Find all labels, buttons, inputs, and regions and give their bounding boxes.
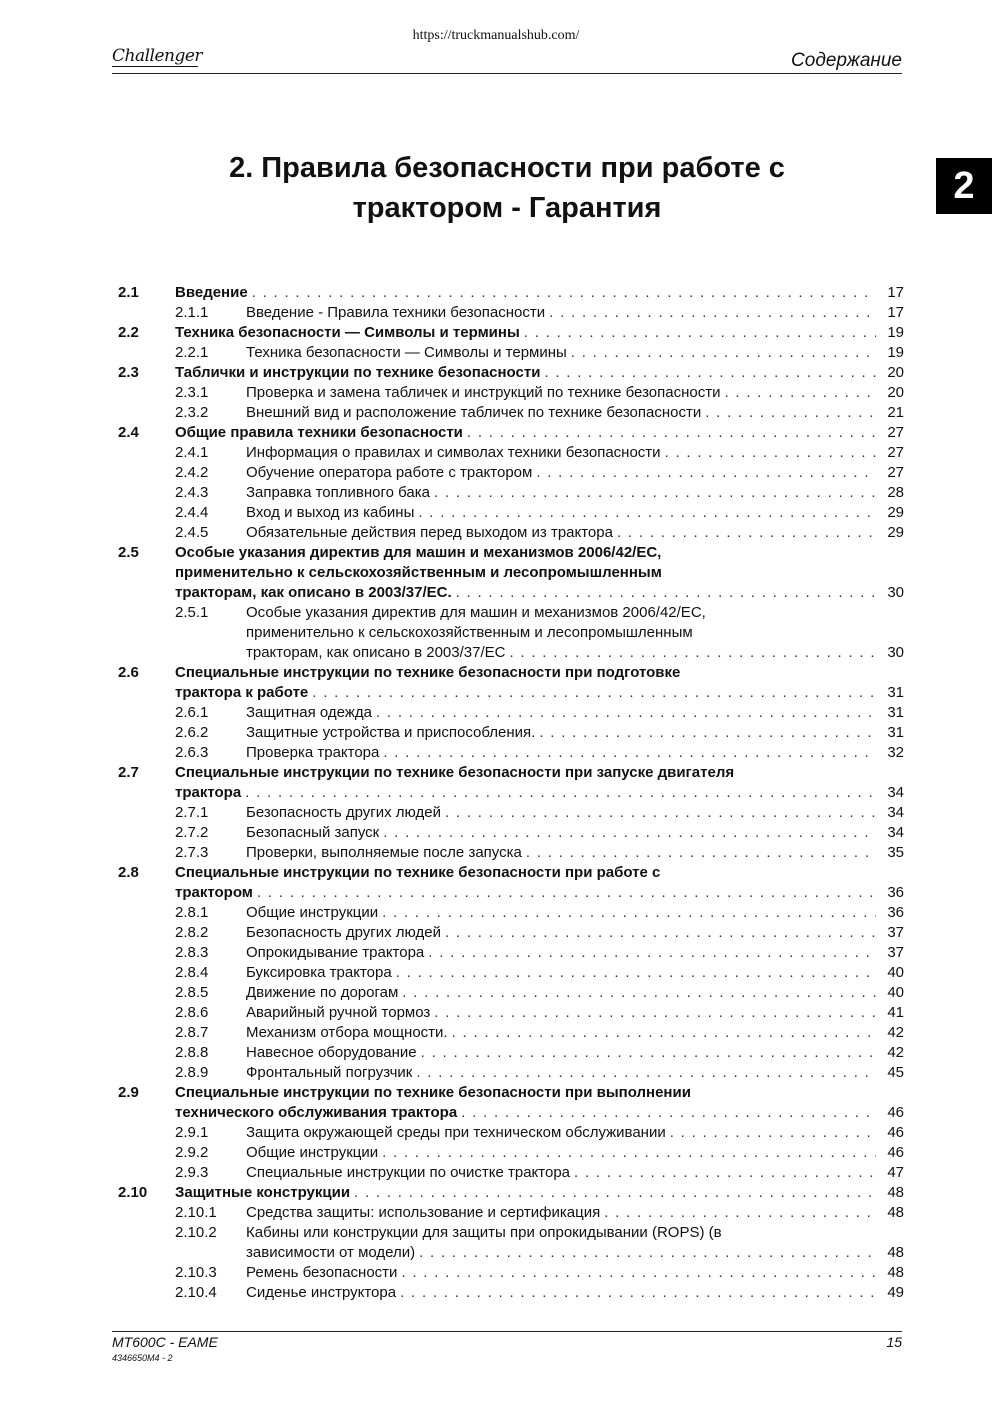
dot-leader [434, 483, 876, 503]
toc-entry-page: 46 [887, 1124, 904, 1141]
dot-leader [312, 683, 876, 703]
toc-entry-page: 36 [887, 884, 904, 901]
toc-entry[interactable] [118, 843, 904, 863]
toc-entry-page: 49 [887, 1284, 904, 1301]
toc-entry[interactable] [118, 543, 904, 563]
toc-entry-page: 31 [887, 724, 904, 741]
toc-entry-page: 31 [887, 684, 904, 701]
toc-entry-page: 40 [887, 964, 904, 981]
dot-leader [382, 1143, 876, 1163]
toc-entry-page: 34 [887, 784, 904, 801]
dot-leader [402, 983, 876, 1003]
toc-entry[interactable] [118, 503, 904, 523]
toc-entry-number: 2.9.3 [175, 1164, 209, 1181]
toc-entry-number: 2.8.4 [175, 964, 209, 981]
toc-entry-title: Защита окружающей среды при техническом обслуживании [246, 1124, 666, 1141]
dot-leader [571, 343, 876, 363]
toc-entry[interactable] [118, 583, 904, 603]
toc-entry-page: 27 [887, 464, 904, 481]
toc-entry[interactable] [118, 663, 904, 683]
toc-entry[interactable] [118, 643, 904, 663]
toc-entry-title: тракторам, как описано в 2003/37/EC. [175, 584, 452, 601]
dot-leader [452, 1023, 876, 1043]
toc-entry-title: Специальные инструкции по технике безопасности при работе с [175, 864, 661, 881]
toc-entry[interactable] [118, 1083, 904, 1103]
toc-entry[interactable] [118, 1243, 904, 1263]
toc-entry-title: Механизм отбора мощности. [246, 1024, 448, 1041]
toc-entry[interactable] [118, 1023, 904, 1043]
toc-entry[interactable] [118, 483, 904, 503]
toc-entry-number: 2.4.1 [175, 444, 209, 461]
toc-entry-number: 2.6.1 [175, 704, 209, 721]
toc-entry-title: Специальные инструкции по технике безопасности при запуске двигателя [175, 764, 735, 781]
toc-entry[interactable] [118, 1043, 904, 1063]
toc-entry[interactable] [118, 783, 904, 803]
toc-entry-page: 40 [887, 984, 904, 1001]
toc-entry[interactable] [118, 943, 904, 963]
toc-entry-page: 27 [887, 424, 904, 441]
toc-entry[interactable] [118, 1223, 904, 1243]
toc-entry-number: 2.2.1 [175, 344, 209, 361]
toc-entry-page: 27 [887, 444, 904, 461]
toc-entry-page: 41 [887, 1004, 904, 1021]
dot-leader [434, 1003, 876, 1023]
toc-entry[interactable] [118, 983, 904, 1003]
toc-entry-number: 2.6.3 [175, 744, 209, 761]
toc-entry[interactable] [118, 963, 904, 983]
toc-entry-title: Фронтальный погрузчик [246, 1064, 413, 1081]
toc-entry[interactable] [118, 383, 904, 403]
toc-entry-number: 2.8.6 [175, 1004, 209, 1021]
toc-entry-page: 37 [887, 944, 904, 961]
toc-entry-title: Информация о правилах и символах техники безопасности [246, 444, 661, 461]
toc-entry-title: применительно к сельскохозяйственным и лесопромышленным [175, 564, 662, 581]
toc-entry-number: 2.1.1 [175, 304, 209, 321]
toc-entry[interactable] [118, 523, 904, 543]
toc-entry-page: 47 [887, 1164, 904, 1181]
toc-entry[interactable] [118, 1103, 904, 1123]
toc-entry-title: Специальные инструкции по технике безопасности при выполнении [175, 1084, 691, 1101]
dot-leader [544, 363, 876, 383]
toc-entry-page: 29 [887, 524, 904, 541]
toc-entry-title: Безопасность других людей [246, 924, 441, 941]
dot-leader [705, 403, 876, 423]
footer-model: MT600C - EAME [112, 1334, 218, 1350]
toc-entry-title: Общие правила техники безопасности [175, 424, 463, 441]
table-of-contents [118, 283, 904, 1303]
toc-entry[interactable] [118, 463, 904, 483]
toc-entry[interactable] [118, 1123, 904, 1143]
toc-entry[interactable] [118, 743, 904, 763]
toc-entry[interactable] [118, 883, 904, 903]
dot-leader [724, 383, 876, 403]
toc-entry-title: Защитные конструкции [175, 1184, 351, 1201]
dot-leader [419, 1243, 876, 1263]
toc-entry-number: 2.1 [118, 284, 139, 301]
toc-entry-page: 17 [887, 304, 904, 321]
logo-underline [112, 66, 198, 67]
dot-leader [509, 643, 876, 663]
toc-entry-title: Навесное оборудование [246, 1044, 417, 1061]
toc-entry-title: Таблички и инструкции по технике безопасности [175, 364, 541, 381]
toc-entry-number: 2.8.1 [175, 904, 209, 921]
toc-entry[interactable] [118, 703, 904, 723]
toc-entry-page: 34 [887, 804, 904, 821]
toc-entry-number: 2.3.1 [175, 384, 209, 401]
toc-entry-page: 20 [887, 384, 904, 401]
toc-entry[interactable] [118, 363, 904, 383]
toc-entry-page: 37 [887, 924, 904, 941]
toc-entry[interactable] [118, 1003, 904, 1023]
toc-entry-page: 42 [887, 1024, 904, 1041]
toc-entry-title: Особые указания директив для машин и механизмов 2006/42/EC, [175, 544, 662, 561]
dot-leader [617, 523, 876, 543]
dot-leader [396, 963, 876, 983]
toc-entry-page: 31 [887, 704, 904, 721]
toc-entry-title: Техника безопасности — Символы и термины [175, 324, 520, 341]
toc-entry-title: Безопасный запуск [246, 824, 380, 841]
dot-leader [549, 303, 876, 323]
toc-entry-page: 19 [887, 324, 904, 341]
toc-entry-number: 2.4.5 [175, 524, 209, 541]
toc-entry-title: Внешний вид и расположение табличек по технике безопасности [246, 404, 702, 421]
dot-leader [383, 823, 876, 843]
toc-entry-title: зависимости от модели) [246, 1244, 416, 1261]
toc-entry-title: Особые указания директив для машин и механизмов 2006/42/EC, [246, 604, 706, 621]
toc-entry[interactable] [118, 823, 904, 843]
toc-entry-title: Общие инструкции [246, 904, 379, 921]
toc-entry-number: 2.8.8 [175, 1044, 209, 1061]
title-line-1: 2. Правила безопасности при работе с [229, 152, 785, 184]
toc-entry[interactable] [118, 903, 904, 923]
toc-entry[interactable] [118, 343, 904, 363]
toc-entry[interactable] [118, 1283, 904, 1303]
toc-entry-number: 2.2 [118, 324, 139, 341]
toc-entry-number: 2.8.2 [175, 924, 209, 941]
toc-entry-page: 48 [887, 1204, 904, 1221]
dot-leader [526, 843, 876, 863]
toc-entry-title: применительно к сельскохозяйственным и лесопромышленным [246, 624, 693, 641]
dot-leader [354, 1183, 876, 1203]
toc-entry-page: 20 [887, 364, 904, 381]
dot-leader [376, 703, 876, 723]
toc-entry-number: 2.4.3 [175, 484, 209, 501]
toc-entry[interactable] [118, 1183, 904, 1203]
chapter-tab: 2 [936, 158, 992, 214]
toc-entry-title: Защитные устройства и приспособления. [246, 724, 536, 741]
dot-leader [245, 783, 876, 803]
dot-leader [665, 443, 876, 463]
toc-entry-title: Обучение оператора работе с трактором [246, 464, 533, 481]
toc-entry-title: Вход и выход из кабины [246, 504, 415, 521]
toc-entry-number: 2.3.2 [175, 404, 209, 421]
toc-entry-page: 32 [887, 744, 904, 761]
toc-entry-title: Специальные инструкции по технике безопасности при подготовке [175, 664, 681, 681]
toc-entry[interactable] [118, 723, 904, 743]
toc-entry-title: тракторам, как описано в 2003/37/EC [246, 644, 506, 661]
toc-entry-title: Кабины или конструкции для защиты при опрокидывании (ROPS) (в [246, 1224, 722, 1241]
dot-leader [574, 1163, 876, 1183]
toc-entry-number: 2.5.1 [175, 604, 209, 621]
dot-leader [467, 423, 876, 443]
toc-entry-number: 2.4 [118, 424, 139, 441]
dot-leader [428, 943, 876, 963]
title-line-2: трактором - Гарантия [352, 192, 662, 224]
footer-doc-code: 4346650M4 - 2 [112, 1353, 173, 1363]
toc-entry-title: Техника безопасности — Символы и термины [246, 344, 567, 361]
dot-leader [445, 923, 876, 943]
toc-entry-page: 30 [887, 584, 904, 601]
dot-leader [670, 1123, 876, 1143]
toc-entry-title: Сиденье инструктора [246, 1284, 397, 1301]
toc-entry[interactable] [118, 1163, 904, 1183]
source-url: https://truckmanualshub.com/ [412, 28, 580, 43]
toc-entry-title: Ремень безопасности [246, 1264, 398, 1281]
toc-entry-page: 45 [887, 1064, 904, 1081]
toc-entry-title: трактором [175, 884, 253, 901]
toc-entry[interactable] [118, 683, 904, 703]
toc-entry-number: 2.8.9 [175, 1064, 209, 1081]
toc-entry-number: 2.5 [118, 544, 139, 561]
section-label: Содержание [791, 50, 902, 71]
footer-rule [112, 1331, 902, 1332]
toc-entry-title: Введение - Правила техники безопасности [246, 304, 546, 321]
toc-entry[interactable] [118, 603, 904, 623]
toc-entry-page: 21 [887, 404, 904, 421]
toc-entry[interactable] [118, 923, 904, 943]
toc-entry[interactable] [118, 1143, 904, 1163]
toc-entry[interactable] [118, 283, 904, 303]
page-title [112, 148, 902, 228]
toc-entry-page: 48 [887, 1244, 904, 1261]
toc-entry-title: Проверка и замена табличек и инструкций по технике безопасности [246, 384, 721, 401]
toc-entry-title: Общие инструкции [246, 1144, 379, 1161]
toc-entry[interactable] [118, 323, 904, 343]
toc-entry[interactable] [118, 863, 904, 883]
toc-entry-number: 2.6 [118, 664, 139, 681]
toc-entry-number: 2.9.2 [175, 1144, 209, 1161]
page-number: 15 [886, 1334, 902, 1350]
toc-entry-number: 2.10.2 [175, 1224, 217, 1241]
toc-entry-number: 2.7 [118, 764, 139, 781]
toc-entry-page: 30 [887, 644, 904, 661]
toc-entry-number: 2.10.4 [175, 1284, 217, 1301]
toc-entry-title: Проверки, выполняемые после запуска [246, 844, 522, 861]
challenger-logo: Challenger [112, 46, 203, 66]
toc-entry-title: Защитная одежда [246, 704, 372, 721]
toc-entry-number: 2.10 [118, 1184, 148, 1201]
toc-entry-title: Специальные инструкции по очистке трактора [246, 1164, 571, 1181]
toc-entry-number: 2.3 [118, 364, 139, 381]
toc-entry-title: трактора к работе [175, 684, 309, 701]
dot-leader [418, 503, 876, 523]
header-rule [112, 73, 902, 74]
dot-leader [257, 883, 876, 903]
dot-leader [524, 323, 876, 343]
toc-entry-title: технического обслуживания трактора [175, 1104, 458, 1121]
dot-leader [421, 1043, 876, 1063]
toc-entry-title: Аварийный ручной тормоз [246, 1004, 431, 1021]
dot-leader [456, 583, 876, 603]
toc-entry[interactable] [118, 423, 904, 443]
toc-entry[interactable] [118, 1203, 904, 1223]
toc-entry-title: Средства защиты: использование и сертификация [246, 1204, 601, 1221]
dot-leader [400, 1283, 876, 1303]
dot-leader [383, 743, 876, 763]
dot-leader [416, 1063, 876, 1083]
toc-entry-title: Движение по дорогам [246, 984, 399, 1001]
toc-entry[interactable] [118, 403, 904, 423]
toc-entry-number: 2.4.2 [175, 464, 209, 481]
toc-entry-number: 2.4.4 [175, 504, 209, 521]
dot-leader [461, 1103, 876, 1123]
toc-entry-number: 2.7.3 [175, 844, 209, 861]
toc-entry-title: Заправка топливного бака [246, 484, 430, 501]
toc-entry-page: 35 [887, 844, 904, 861]
toc-entry[interactable] [118, 563, 904, 583]
toc-entry-title: Опрокидывание трактора [246, 944, 425, 961]
toc-entry-number: 2.10.1 [175, 1204, 217, 1221]
toc-entry-number: 2.7.1 [175, 804, 209, 821]
toc-entry-title: трактора [175, 784, 242, 801]
toc-entry-title: Проверка трактора [246, 744, 380, 761]
toc-entry-number: 2.9.1 [175, 1124, 209, 1141]
dot-leader [536, 463, 876, 483]
toc-entry-page: 36 [887, 904, 904, 921]
toc-entry-number: 2.8.3 [175, 944, 209, 961]
toc-entry-number: 2.7.2 [175, 824, 209, 841]
toc-entry[interactable] [118, 763, 904, 783]
toc-entry-page: 28 [887, 484, 904, 501]
toc-entry[interactable] [118, 1063, 904, 1083]
toc-entry-page: 17 [887, 284, 904, 301]
dot-leader [252, 283, 876, 303]
toc-entry-number: 2.8.5 [175, 984, 209, 1001]
toc-entry-title: Буксировка трактора [246, 964, 392, 981]
toc-entry-page: 34 [887, 824, 904, 841]
dot-leader [604, 1203, 876, 1223]
toc-entry-page: 42 [887, 1044, 904, 1061]
toc-entry-number: 2.10.3 [175, 1264, 217, 1281]
toc-entry[interactable] [118, 443, 904, 463]
toc-entry[interactable] [118, 803, 904, 823]
toc-entry-title: Безопасность других людей [246, 804, 441, 821]
toc-entry-number: 2.9 [118, 1084, 139, 1101]
toc-entry-page: 29 [887, 504, 904, 521]
toc-entry[interactable] [118, 623, 904, 643]
toc-entry[interactable] [118, 303, 904, 323]
toc-entry-page: 46 [887, 1144, 904, 1161]
dot-leader [382, 903, 876, 923]
toc-entry-title: Введение [175, 284, 248, 301]
toc-entry-title: Обязательные действия перед выходом из трактора [246, 524, 613, 541]
toc-entry-page: 19 [887, 344, 904, 361]
toc-entry-page: 46 [887, 1104, 904, 1121]
toc-entry-number: 2.8.7 [175, 1024, 209, 1041]
toc-entry-number: 2.8 [118, 864, 139, 881]
toc-entry-number: 2.6.2 [175, 724, 209, 741]
dot-leader [539, 723, 876, 743]
toc-entry-page: 48 [887, 1184, 904, 1201]
toc-entry[interactable] [118, 1263, 904, 1283]
dot-leader [401, 1263, 876, 1283]
dot-leader [445, 803, 876, 823]
toc-entry-page: 48 [887, 1264, 904, 1281]
